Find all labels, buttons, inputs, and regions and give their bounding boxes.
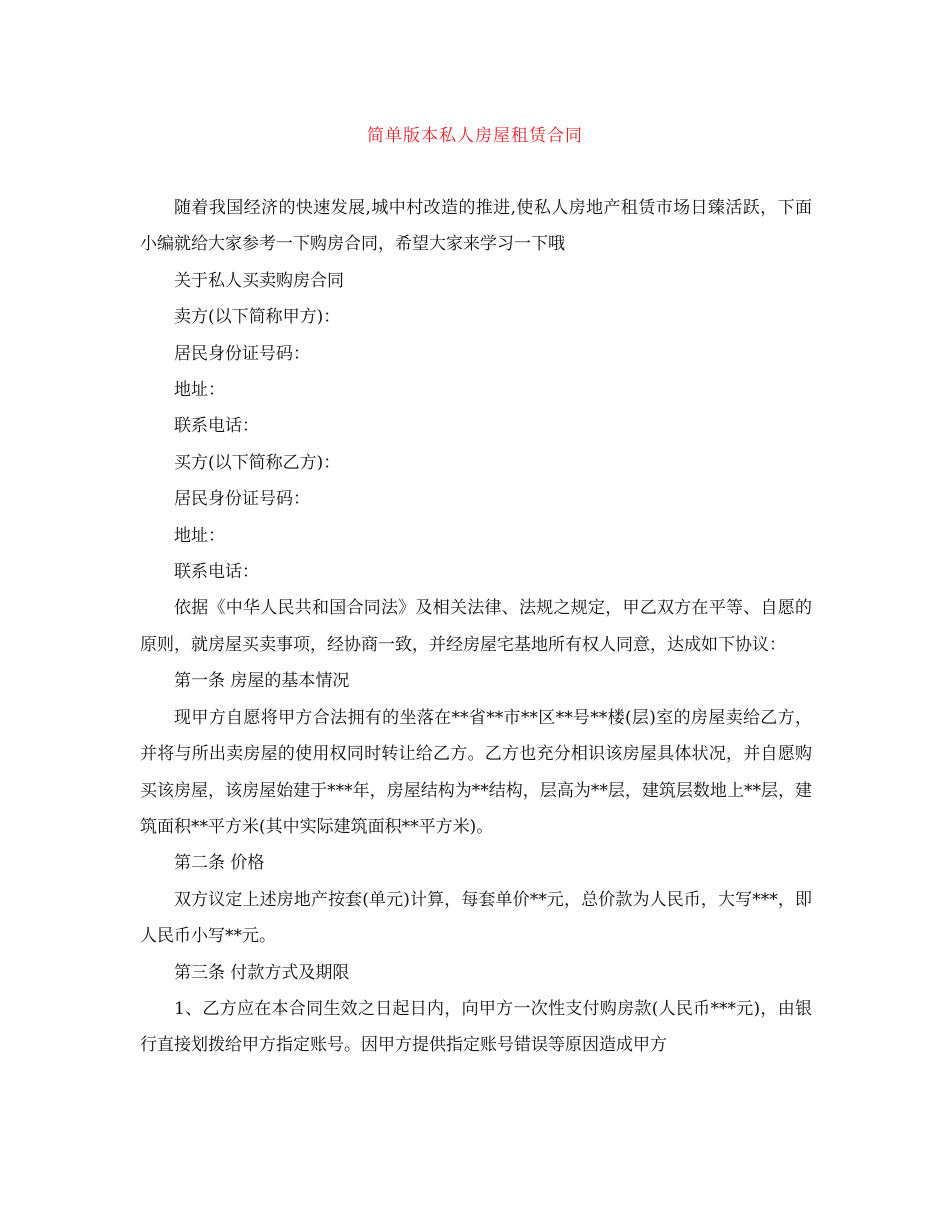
paragraph-buyer-phone: 联系电话： — [174, 562, 259, 583]
paragraph-buyer-address: 地址： — [174, 525, 225, 546]
paragraph-buyer: 买方(以下简称乙方)： — [174, 452, 341, 473]
paragraph-article-1-heading: 第一条 房屋的基本情况 — [174, 671, 350, 692]
paragraph-seller: 卖方(以下简称甲方)： — [174, 307, 341, 328]
paragraph-article-2-body: 双方议定上述房地产按套(单元)计算，每套单价**元，总价款为人民币，大写***，即人民币小写**元。 — [140, 889, 812, 947]
paragraph-seller-id: 居民身份证号码： — [174, 343, 310, 364]
paragraph-basis: 依据《中华人民共和国合同法》及相关法律、法规之规定，甲乙双方在平等、自愿的原则，就房屋买卖事项，经协商一致，并经房屋宅基地所有权人同意，达成如下协议： — [140, 598, 812, 655]
paragraph-intro: 随着我国经济的快速发展,城中村改造的推进,使私人房地产租赁市场日臻活跃，下面小编就给大家参考一下购房合同，希望大家来学习一下哦 — [140, 198, 812, 255]
paragraph-article-1-body: 现甲方自愿将甲方合法拥有的坐落在**省**市**区**号**楼(层)室的房屋卖给乙方，并将与所出卖房屋的使用权同时转让给乙方。乙方也充分相识该房屋具体状况，并自愿购买该房屋，该房屋始建于***年，房屋结构为**结构，层高为**层，建筑层数地上**层，建筑面积**平方米(其中实际建筑面积**平方米)。 — [140, 707, 812, 837]
document-title: 简单版本私人房屋租赁合同 — [367, 126, 583, 146]
document-body — [140, 190, 812, 1064]
paragraph-buyer-id: 居民身份证号码： — [174, 489, 310, 510]
paragraph-seller-phone: 联系电话： — [174, 416, 259, 437]
paragraph-heading-contract: 关于私人买卖购房合同 — [174, 270, 344, 291]
paragraph-article-3-heading: 第三条 付款方式及期限 — [174, 962, 350, 983]
paragraph-article-3-body: 1、乙方应在本合同生效之日起日内，向甲方一次性支付购房款(人民币***元)，由银行直接划拨给甲方指定账号。因甲方提供指定账号错误等原因造成甲方 — [140, 998, 812, 1056]
paragraph-seller-address: 地址： — [174, 380, 225, 401]
paragraph-article-2-heading: 第二条 价格 — [174, 853, 265, 874]
